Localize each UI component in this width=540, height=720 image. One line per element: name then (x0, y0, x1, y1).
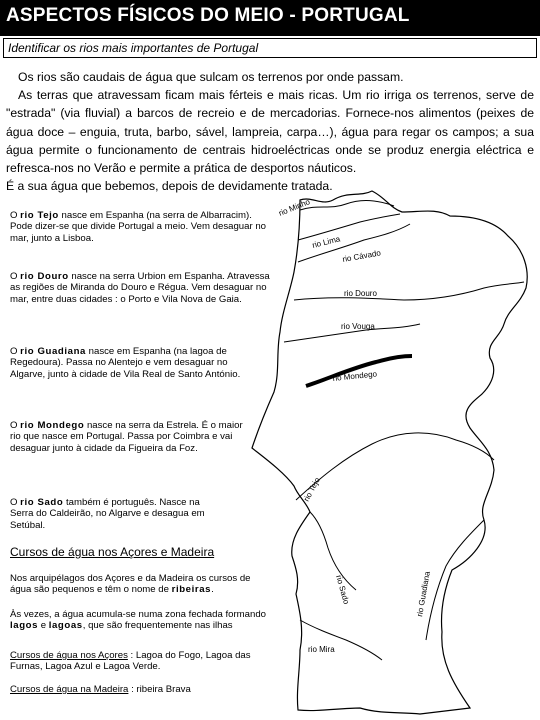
river-douro-text: O rio Douro nasce na serra Urbion em Espanha. Atravessa as regiões de Miranda do Douro e Régua. Vem desaguar no mar, entre duas cidades : o Porto e Vila Nova de Gaia. (10, 271, 270, 305)
map-label-mira: rio Mira (308, 645, 335, 654)
river-name: rio Tejo (20, 210, 59, 221)
map-label-douro: rio Douro (344, 289, 377, 298)
river-guadiana-line (426, 520, 484, 640)
portugal-outline (252, 191, 527, 714)
river-lima-line (298, 214, 400, 240)
page-title: ASPECTOS FÍSICOS DO MEIO - PORTUGAL (6, 5, 410, 26)
islands-ribeiras-text: Nos arquipélagos dos Açores e da Madeira os cursos de água são pequenos e têm o nome de ribeiras. (10, 573, 251, 596)
river-name: rio Douro (20, 271, 69, 282)
intro-paragraph-1: Os rios são caudais de água que sulcam os terrenos por onde passam. (18, 70, 404, 84)
river-tejo-text: O rio Tejo nasce em Espanha (na serra de Albarracim). Pode dizer-se que divide Portugal a meio. Vem desaguar no mar, junto a Lisboa. (10, 210, 266, 244)
river-mondego-text: O rio Mondego nasce na serra da Estrela. É o maior rio que nasce em Portugal. Passa por Coimbra e vai desaguar junto à cidade da Figueira da Foz. (10, 420, 243, 454)
islands-lagos-text: Às vezes, a água acumula-se numa zona fechada formando lagos e lagoas, que são frequentemente nas ilhas (10, 609, 266, 632)
river-name: rio Guadiana (20, 346, 86, 357)
river-tejo-line (296, 433, 494, 500)
map-label-tejo: rio Tejo (301, 476, 322, 503)
madeira-stream-text: Cursos de água na Madeira : ribeira Brava (10, 684, 191, 695)
river-name: rio Mondego (20, 420, 85, 431)
river-name: rio Sado (20, 497, 64, 508)
map-label-lima: rio Lima (311, 234, 342, 250)
river-guadiana-text: O rio Guadiana nasce em Espanha (na lagoa de Regedoura). Passa no Alentejo e vem desaguar no Algarve, junto à cidade de Vila Real de Santo António. (10, 346, 241, 380)
page-subtitle: Identificar os rios mais importantes de Portugal (8, 41, 259, 55)
map-label-sado: rio Sado (334, 574, 351, 606)
map-label-mondego: rio Mondego (332, 369, 378, 383)
map-label-guadiana: rio Guadiana (415, 570, 432, 618)
map-label-cavado: rio Cávado (341, 248, 382, 264)
intro-paragraph-3: É a sua água que bebemos, depois de devidamente tratada. (6, 179, 333, 194)
map-label-minho: rio Minho (277, 197, 312, 218)
acores-lakes-text: Cursos de água nos Açores : Lagoa do Fogo, Lagoa das Furnas, Lagoa Azul e Lagoa Verde. (10, 650, 251, 673)
river-sado-line (310, 512, 356, 590)
river-mira-line (300, 620, 382, 660)
map-label-vouga: rio Vouga (341, 322, 375, 331)
intro-paragraph-2: As terras que atravessam ficam mais férteis e mais ricas. Um rio irriga os terrenos, serve de "estrada" (via fluvial) a barcos de recreio e de mercadorias. Fornece-nos alimentos (peixes de água doce – enguia, truta, barbo, sável, lampreia, carpa…), água para regar os campos; a sua água permite o funcionamento de centrais hidroeléctricas onde se produz energia eléctrica e refresca-nos no Verão e permite a prática de desportos náuticos. (6, 88, 534, 176)
river-sado-text: O rio Sado também é português. Nasce na Serra do Caldeirão, no Algarve e desagua em Setúbal. (10, 497, 205, 531)
river-douro-line (294, 282, 524, 300)
river-minho-line (300, 200, 394, 210)
islands-heading: Cursos de água nos Açores e Madeira (10, 545, 215, 559)
